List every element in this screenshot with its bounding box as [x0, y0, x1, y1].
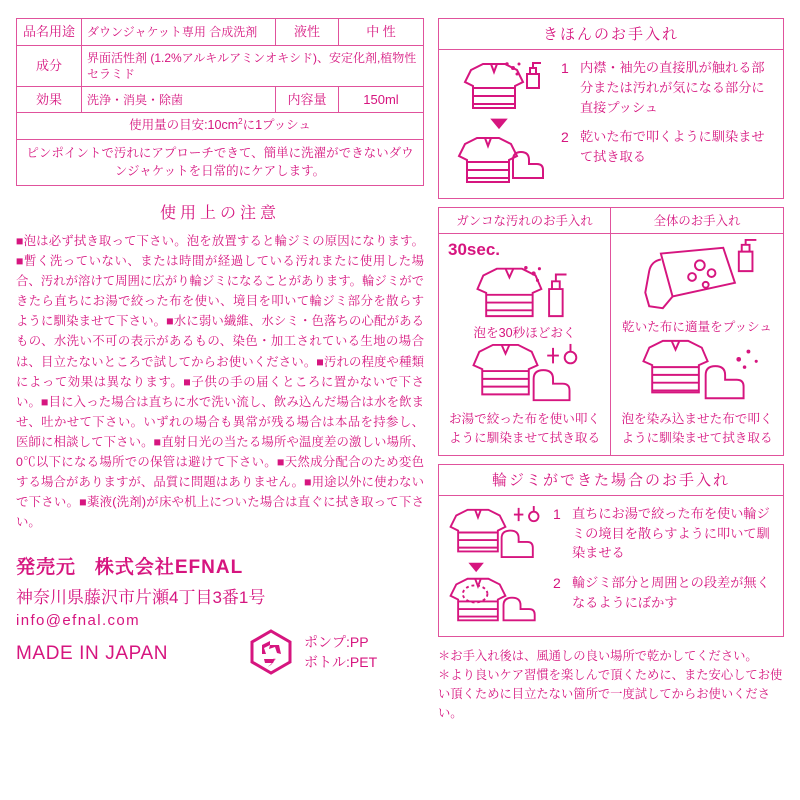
hand-cloth-foam-icon: [616, 238, 778, 314]
basic-care-illustration: [443, 58, 555, 188]
timer-label: 30sec.: [448, 240, 500, 259]
product-description: ピンポイントで汚れにアプローチできて、簡単に洗濯ができないダウンジャケットを日常的にケアします。: [17, 139, 424, 186]
usage-amount-sup: 2: [238, 117, 243, 127]
jacket-dotted-ring-icon: [443, 573, 547, 628]
list-item: [561, 58, 777, 117]
spec-label-2: 効果: [17, 86, 82, 113]
spec-value-2: 洗浄・消臭・除菌: [82, 86, 276, 113]
list-item: [553, 504, 777, 563]
cautions-body: ■泡は必ず拭き取って下さい。泡を放置すると輪ジミの原因になります。■暫く洗っていない、または時間が経過している汚れまたに使用した場合、汚れが溶けて周囲に広がり輪ジミになることがあります。輪ジミができたら直ちにお湯で絞った布を使い、境目を叩いて輪ジミ部分を散らすように馴染ませて下さい。■水に弱い繊維、水シミ・色落ちの心配があるもの、水洗い不可の表示があるもの、染色・加工されている生地の場合は、目立たないところで試してからお使いください。■汚れの程度や種類によって効果は異なります。■子供の手の届くところに置かないで下さい。■目に入った場合は直ちに水で洗い流し、飲み込んだ場合は水を飲ませ、吐かせて下さい。いずれの場合も異常が残る場合は本品を持参し、医師に相談して下さい。■直射日光の当たる場所や温度差の激しい場所、0℃以下になる場所での保管は避けて下さい。■天然成分配合のため変色する場合がありますが、品質に問題はありません。■用途以外に使わないで下さい。■薬液(洗剤)が床や机上についた場合は直ぐに拭き取って下さい。: [16, 234, 424, 530]
basic-care-body: [439, 50, 783, 198]
tough-stain-body: [439, 234, 610, 455]
list-item: [553, 573, 777, 613]
recycle-row: [248, 629, 424, 675]
usage-amount-suffix: に1プッシュ: [242, 118, 311, 133]
ring-stain-box: [438, 464, 784, 637]
made-in-japan: MADE IN JAPAN: [16, 643, 169, 665]
table-row: [17, 113, 424, 139]
footnote-1: ＊より良いケア習慣を楽しんで頂くために、また安心してお使い頂くために目立たない箇所で一度試してからお使いください。: [438, 667, 783, 720]
basic-care-box: [438, 18, 784, 199]
step-text: 直ちにお湯で絞った布を使い輪ジミの境目を散らすように叩いて馴染ませる: [572, 505, 770, 561]
whole-care-title: 全体のお手入れ: [611, 208, 783, 234]
table-row: [17, 19, 424, 46]
basic-care-steps: [561, 58, 777, 188]
spec-label-0: 品名用途: [17, 19, 82, 46]
footnotes: [438, 647, 784, 723]
seller-label: 発売元: [16, 557, 77, 579]
whole-care-caption-bottom: 泡を染み込ませた布で叩くように馴染ませて拭き取る: [621, 412, 773, 445]
spec-value-1: 界面活性剤 (1.2%アルキルアミンオキシド)、安定化剤,植物性セラミド: [82, 45, 424, 86]
list-item: [561, 127, 777, 167]
step-text: 乾いた布で叩くように馴染ませて拭き取る: [580, 129, 765, 165]
tough-stain-caption-bottom: お湯で絞った布を使い叩くように馴染ませて拭き取る: [448, 412, 601, 445]
usage-amount-prefix: 使用量の目安:10cm: [129, 118, 239, 133]
footnote-0: ＊お手入れ後は、風通しの良い場所で乾かしてください。: [438, 648, 758, 663]
table-row: [17, 139, 424, 186]
company-block: [16, 552, 424, 675]
spec-label-1: 成分: [17, 45, 82, 86]
spec-label2-2: 内容量: [276, 86, 339, 113]
recycle-line-1: ボトル:PET: [304, 654, 378, 671]
jacket-thermometer-hand-icon: [443, 504, 547, 561]
step-text: 輪ジミ部分と周囲との段差が無くなるようにぼかす: [572, 575, 770, 610]
recycle-text: [304, 632, 377, 673]
ring-stain-steps: [553, 504, 777, 628]
usage-amount-row: [17, 113, 424, 139]
step-number: 1: [553, 505, 561, 522]
ring-stain-title: 輪ジミができた場合のお手入れ: [439, 465, 783, 496]
down-arrow-icon: [443, 561, 547, 573]
ring-stain-illustration: [443, 504, 547, 628]
right-column: [438, 18, 784, 790]
table-row: [17, 86, 424, 113]
cautions-title: 使用上の注意: [159, 205, 280, 222]
jacket-spray-icon: [444, 260, 605, 320]
table-row: [17, 45, 424, 86]
spec-value2-0: 中 性: [339, 19, 424, 46]
two-column-care: [438, 207, 784, 456]
ring-stain-body: [439, 496, 783, 636]
svg-text:プ: プ: [266, 659, 276, 670]
company-email: info@efnal.com: [16, 612, 141, 630]
plastic-recycle-mark-icon: [248, 629, 294, 675]
whole-care-box: [611, 207, 784, 456]
company-address: 神奈川県藤沢市片瀬4丁目3番1号: [16, 588, 266, 608]
tough-stain-box: [438, 207, 611, 456]
step-text: 内襟・袖先の直接肌が触れる部分または汚れが気になる部分に直接プッシュ: [580, 60, 765, 115]
down-arrow-icon: [488, 116, 510, 130]
left-column: [16, 18, 424, 790]
jacket-cloth-wipe-icon: [616, 336, 778, 406]
step-number: 2: [553, 575, 561, 592]
spec-label2-0: 液性: [276, 19, 339, 46]
tough-stain-title: ガンコな汚れのお手入れ: [439, 208, 610, 234]
jacket-wipe-hand-icon: [447, 130, 551, 188]
whole-care-caption-top: 乾いた布に適量をプッシュ: [622, 320, 772, 334]
tough-stain-caption-top: 泡を30秒ほどおく: [473, 326, 576, 340]
jacket-spray-icon: [447, 58, 551, 116]
step-number: 1: [561, 60, 569, 76]
spec-table: [16, 18, 424, 186]
jacket-thermometer-hand-icon: [444, 342, 605, 406]
recycle-line-0: ポンプ:PP: [304, 634, 369, 651]
spec-value-0: ダウンジャケット専用 合成洗剤: [82, 19, 276, 46]
company-name-line: [16, 552, 424, 579]
basic-care-title: きほんのお手入れ: [439, 19, 783, 50]
whole-care-body: [611, 234, 783, 455]
spec-value2-2: 150ml: [339, 86, 424, 113]
company-name: 株式会社EFNAL: [94, 557, 244, 579]
step-number: 2: [561, 129, 569, 146]
